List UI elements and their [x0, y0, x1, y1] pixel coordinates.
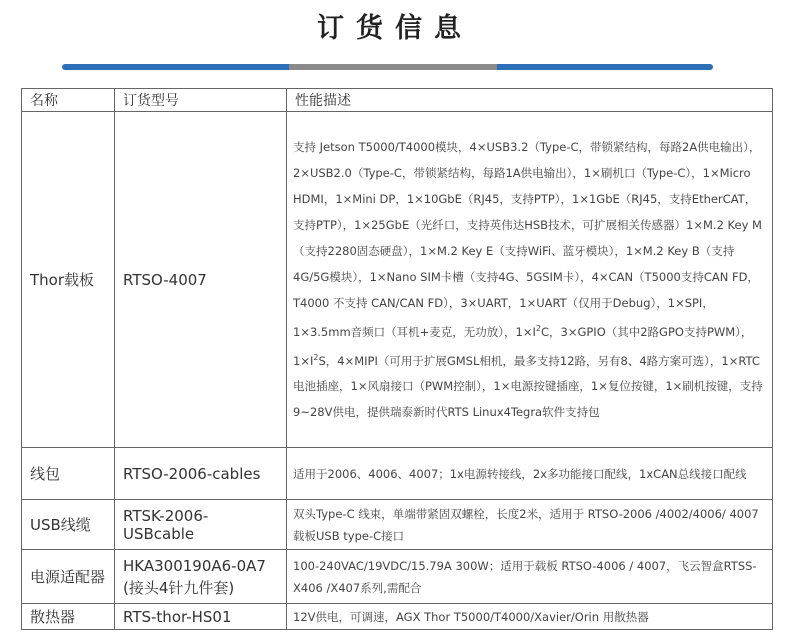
table-row: [22, 550, 773, 604]
table-row: [22, 112, 773, 448]
page-title: 订货信息: [317, 13, 473, 44]
table-row: [22, 500, 773, 550]
row-name: USB线缆: [22, 500, 115, 550]
row-model: RTS-thor-HS01: [115, 604, 287, 630]
table-row: [22, 448, 773, 500]
row-model-line2: (接头4针九件套): [123, 578, 235, 597]
ordering-table: [21, 88, 773, 630]
title-underline: [62, 64, 713, 70]
row-name: 线包: [22, 448, 115, 500]
row-name: Thor载板: [22, 112, 115, 448]
row-model-line1: HKA300190A6-0A7: [123, 556, 266, 575]
row-model: RTSO-2006-cables: [115, 448, 287, 500]
superscript: 2: [313, 352, 319, 362]
row-desc: 双头Type-C 线束，单端带紧固双螺栓，长度2米，适用于 RTSO-2006 /4002/4006/ 4007 载板USB type-C接口: [287, 500, 773, 550]
row-desc: [287, 112, 773, 448]
row-desc-text: 支持 Jetson T5000/T4000模块，4×USB3.2（Type-C，带锁紧结构，每路2A供电输出），2×USB2.0（Type-C，带锁紧结构，每路1A供电输出），1×刷机口（Type-C），1×Micro HDMI，1×Mini DP，1×10GbE（RJ45，支持PTP），1×1GbE（RJ45，支持EtherCAT，支持PTP），1×25GbE（光纤口，支持英伟达HSB技术，可扩展相关传感器）1×M.2 Key M（支持2280固态硬盘），1×M.2 Key E（支持WiFi、蓝牙模块），1×M.2 Key B（支持4G/5G模块），1×Nano SIM卡槽（支持4G、5GSIM卡），4×CAN（T5000支持CAN FD，T4000 不支持 CAN/CAN FD），3×UART，1×UART（仅用于Debug），1×SPI，1×3.5mm音频口（耳机+麦克，无功放），1×I: [293, 139, 762, 339]
row-desc-text-mid: C，3×GPIO（其中2路GPO支持PWM），1×I: [293, 324, 753, 368]
row-desc-text-end: S，4×MIPI（可用于扩展GMSL相机，最多支持12路，另有8、4路方案可选），1×RTC电池插座，1×风扇接口（PWM控制），1×电源按键插座，1×复位按键，1×刷机按键，支持9~28V供电，提供瑞泰新时代RTS Linux4Tegra软件支持包: [293, 353, 763, 420]
row-model: RTSO-4007: [115, 112, 287, 448]
row-model: RTSK-2006-USBcable: [115, 500, 287, 550]
row-model: [115, 550, 287, 604]
row-desc: 100-240VAC/19VDC/15.79A 300W；适用于载板 RTSO-4006 / 4007，飞云智盒RTSS- X406 /X407系列,需配合: [287, 550, 773, 604]
title-underline-accent: [289, 64, 497, 70]
table-header-row: [22, 89, 773, 112]
header-model: 订货型号: [115, 89, 287, 112]
table-row: [22, 604, 773, 630]
row-desc: 12V供电，可调速，AGX Thor T5000/T4000/Xavier/Orin 用散热器: [287, 604, 773, 630]
row-desc: 适用于2006、4006、4007；1x电源转接线，2x多功能接口配线，1xCAN总线接口配线: [287, 448, 773, 500]
header-name: 名称: [22, 89, 115, 112]
superscript: 2: [535, 323, 541, 333]
row-name: 散热器: [22, 604, 115, 630]
header-desc: 性能描述: [287, 89, 773, 112]
row-name: 电源适配器: [22, 550, 115, 604]
